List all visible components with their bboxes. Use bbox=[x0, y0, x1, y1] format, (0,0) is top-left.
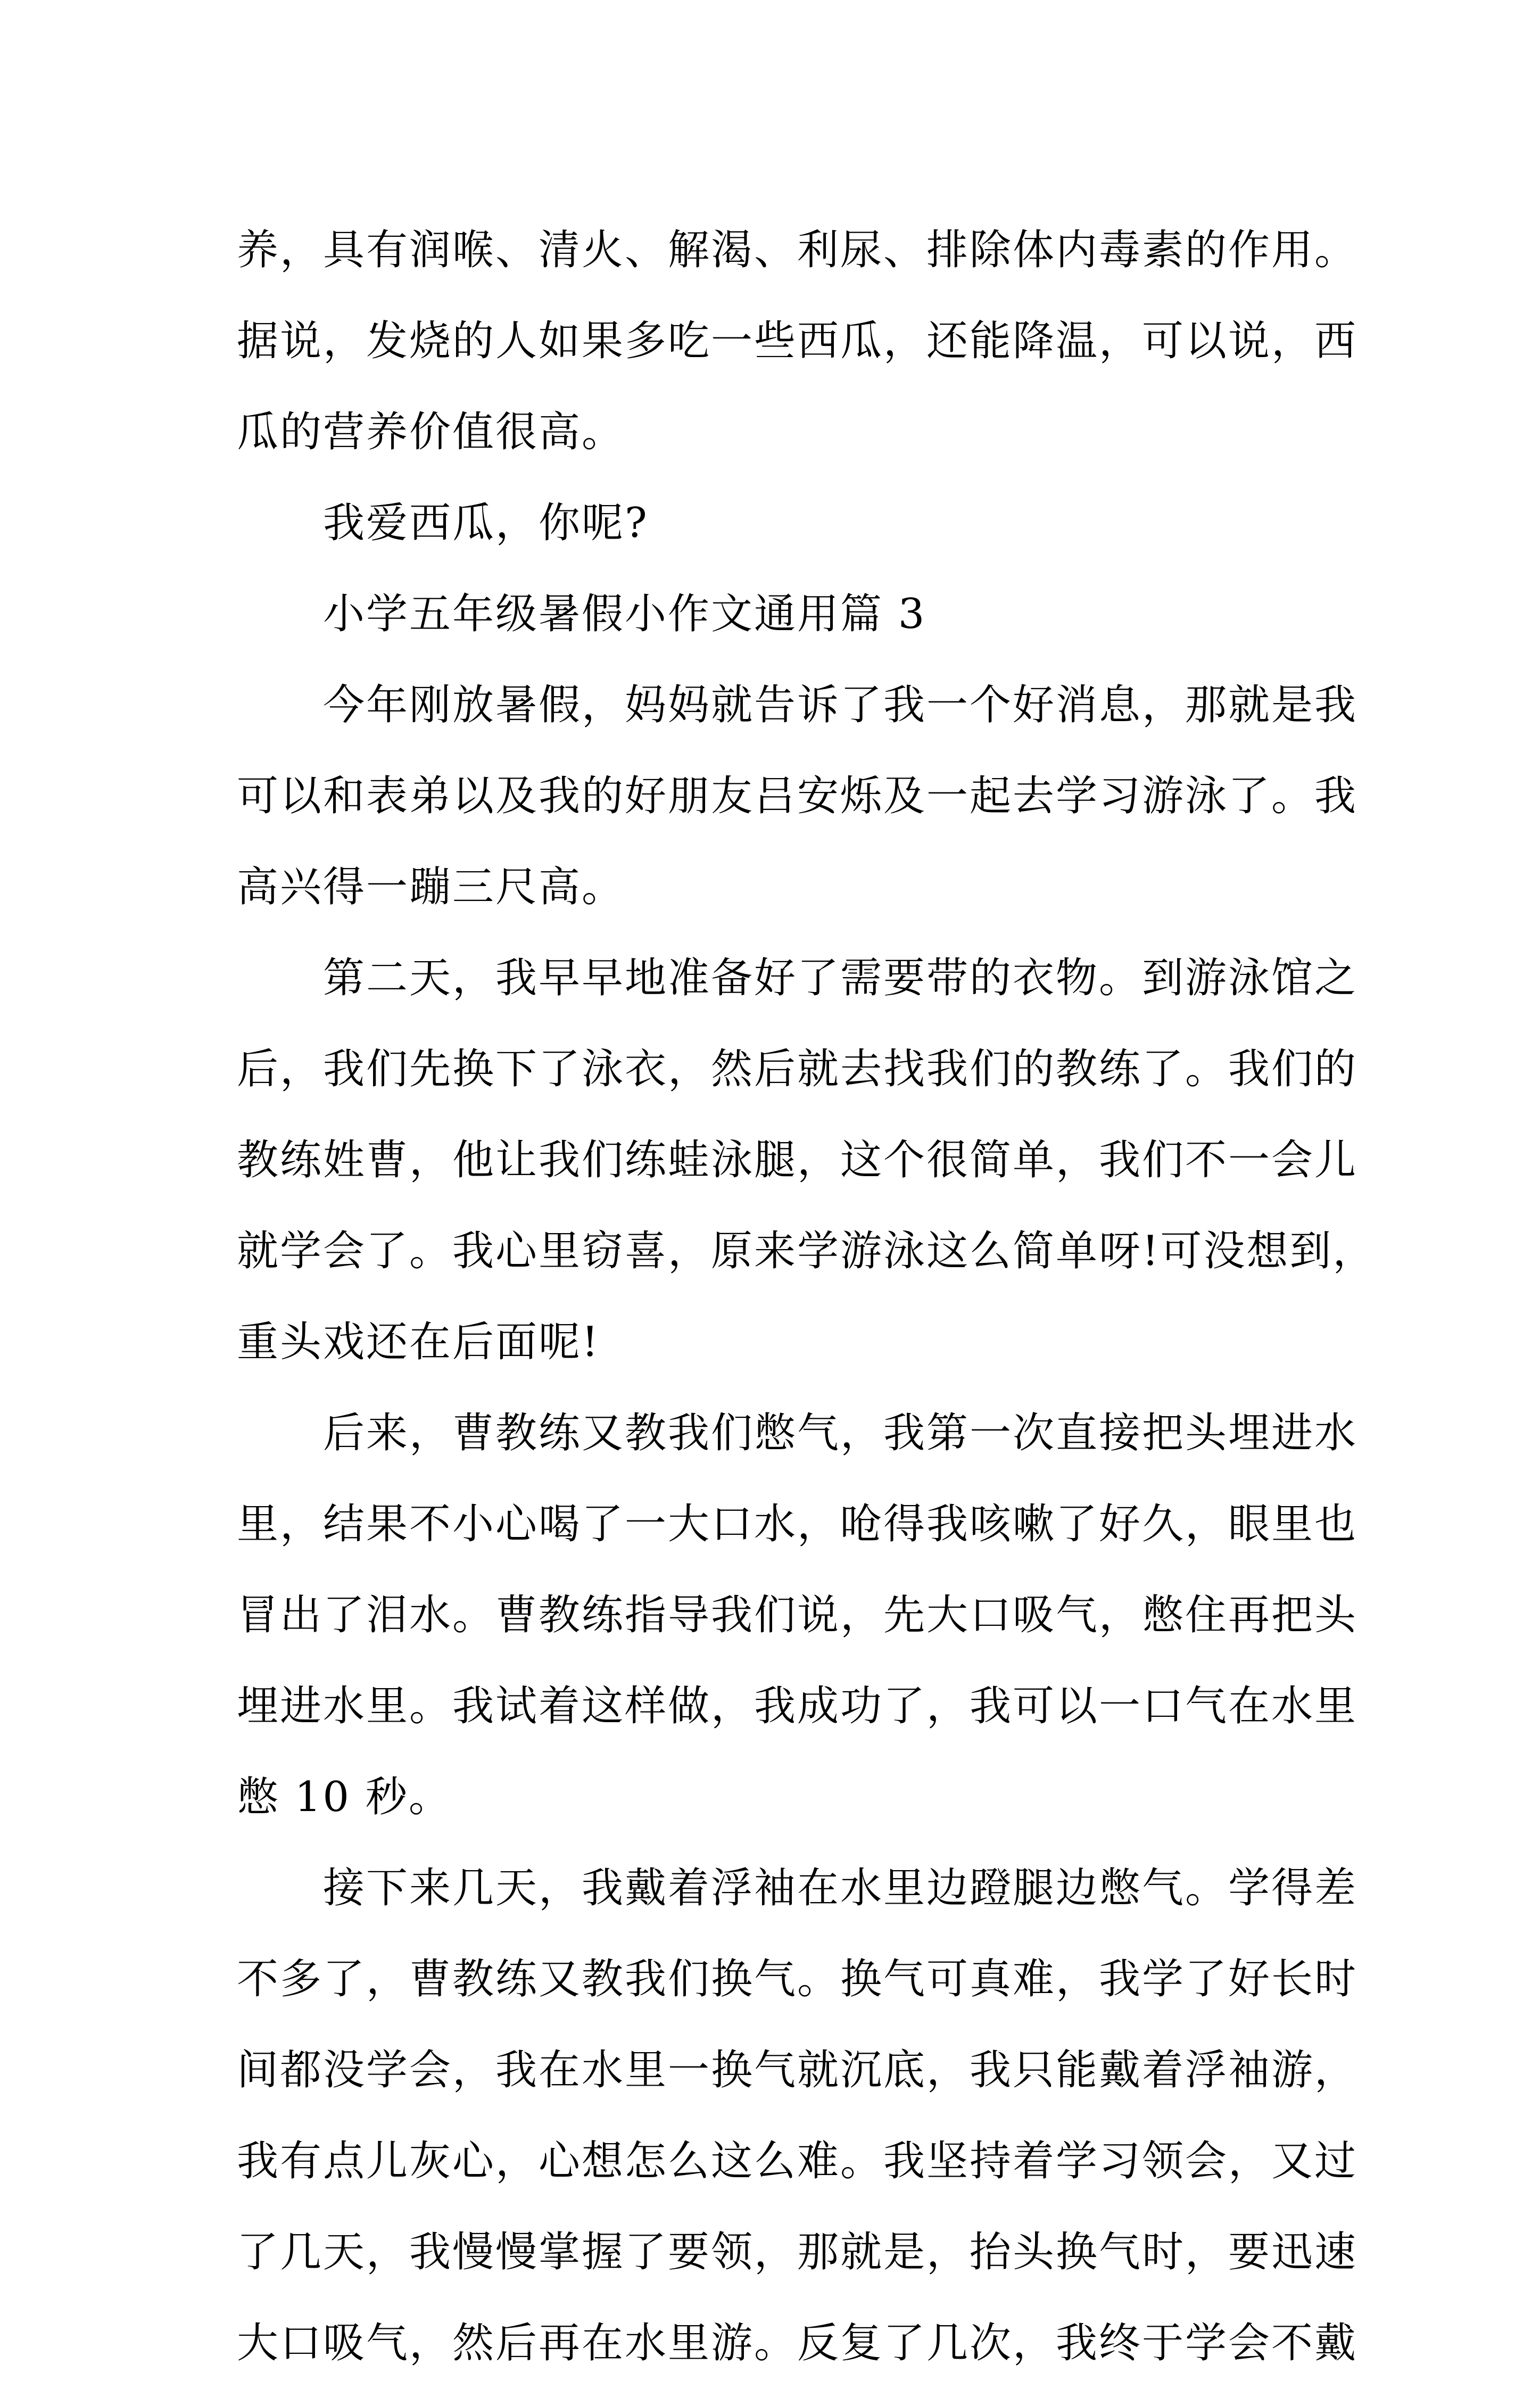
text-line: 养，具有润喉、清火、解渴、利尿、排除体内毒素的作用。 bbox=[237, 226, 1358, 274]
text-line: 冒出了泪水。曹教练指导我们说，先大口吸气，憋住再把头 bbox=[237, 1591, 1358, 1639]
text-line: 高兴得一蹦三尺高。 bbox=[237, 863, 625, 911]
text-line: 埋进水里。我试着这样做，我成功了，我可以一口气在水里 bbox=[237, 1682, 1358, 1730]
text-line: 今年刚放暑假，妈妈就告诉了我一个好消息，那就是我 bbox=[237, 681, 1358, 729]
text-line: 大口吸气，然后再在水里游。反复了几次，我终于学会不戴 bbox=[237, 2319, 1358, 2367]
text-line: 不多了，曹教练又教我们换气。换气可真难，我学了好长时 bbox=[237, 1955, 1358, 2003]
text-line: 后来，曹教练又教我们憋气，我第一次直接把头埋进水 bbox=[237, 1409, 1358, 1457]
text-line: 了几天，我慢慢掌握了要领，那就是，抬头换气时，要迅速 bbox=[237, 2228, 1358, 2276]
text-line: 第二天，我早早地准备好了需要带的衣物。到游泳馆之 bbox=[237, 954, 1358, 1002]
text-line: 可以和表弟以及我的好朋友吕安烁及一起去学习游泳了。我 bbox=[237, 772, 1358, 820]
document-body bbox=[237, 205, 1376, 2389]
text-line: 后，我们先换下了泳衣，然后就去找我们的教练了。我们的 bbox=[237, 1045, 1358, 1093]
text-line: 教练姓曹，他让我们练蛙泳腿，这个很简单，我们不一会儿 bbox=[237, 1136, 1358, 1184]
text-line: 我有点儿灰心，心想怎么这么难。我坚持着学习领会，又过 bbox=[237, 2137, 1358, 2185]
text-line: 我爱西瓜，你呢? bbox=[237, 499, 649, 547]
text-line: 间都没学会，我在水里一换气就沉底，我只能戴着浮袖游， bbox=[237, 2046, 1358, 2094]
section-heading: 小学五年级暑假小作文通用篇 3 bbox=[237, 590, 926, 638]
text-line: 重头戏还在后面呢! bbox=[237, 1318, 600, 1366]
text-line: 憋 10 秒。 bbox=[237, 1773, 452, 1821]
text-line: 接下来几天，我戴着浮袖在水里边蹬腿边憋气。学得差 bbox=[237, 1864, 1358, 1912]
text-line: 就学会了。我心里窃喜，原来学游泳这么简单呀!可没想到， bbox=[237, 1227, 1376, 1275]
text-line: 据说，发烧的人如果多吃一些西瓜，还能降温，可以说，西 bbox=[237, 317, 1358, 365]
text-line: 里，结果不小心喝了一大口水，呛得我咳嗽了好久，眼里也 bbox=[237, 1500, 1358, 1548]
text-line: 瓜的营养价值很高。 bbox=[237, 408, 625, 456]
